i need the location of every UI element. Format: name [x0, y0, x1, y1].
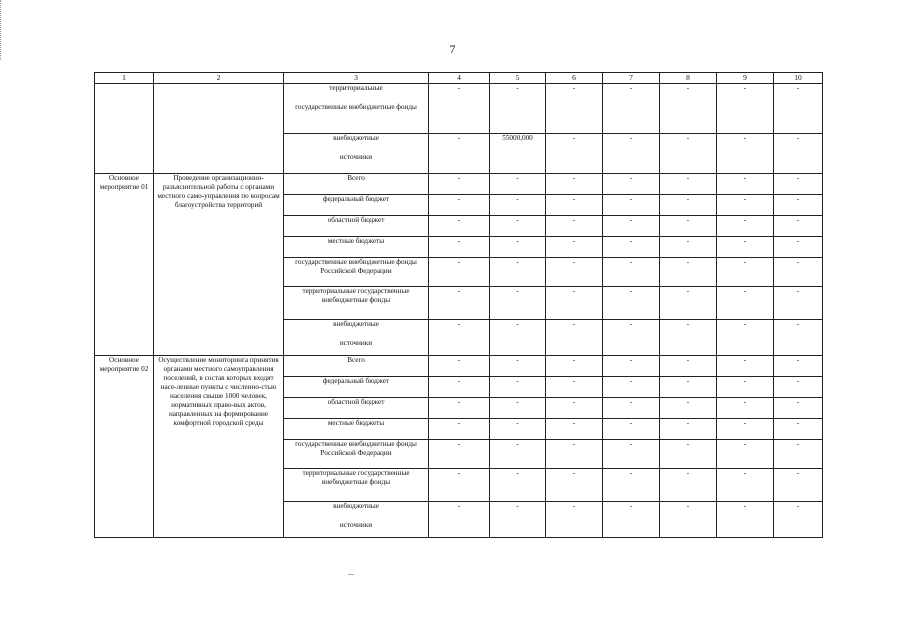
- value-cell: -: [490, 419, 546, 440]
- page-number: 7: [449, 42, 456, 56]
- value-cell: -: [429, 440, 490, 469]
- value-cell: -: [774, 287, 823, 320]
- value-cell: -: [660, 216, 717, 237]
- funding-source: [284, 195, 429, 216]
- value-cell: -: [660, 287, 717, 320]
- value-cell: -: [490, 502, 546, 538]
- value-cell: -: [774, 84, 823, 134]
- value-cell: -: [546, 419, 603, 440]
- funding-source-line1: государственные внебюджетные фонды Российской Федерации: [295, 440, 417, 457]
- value-cell: -: [603, 377, 660, 398]
- value-cell: -: [660, 502, 717, 538]
- value-cell: -: [429, 134, 490, 174]
- scan-mark: [348, 574, 354, 575]
- value-cell: -: [429, 216, 490, 237]
- funding-source: [284, 469, 429, 502]
- value-cell: -: [774, 356, 823, 377]
- value-cell: -: [603, 237, 660, 258]
- value-cell: -: [603, 174, 660, 195]
- table-row: [95, 174, 823, 195]
- value-cell: -: [774, 502, 823, 538]
- funding-source: [284, 237, 429, 258]
- column-header: 2: [154, 73, 284, 84]
- value-cell: -: [490, 174, 546, 195]
- value-cell: -: [660, 258, 717, 287]
- value-cell: -: [429, 195, 490, 216]
- value-cell: -: [774, 174, 823, 195]
- funding-source: [284, 134, 429, 174]
- funding-source-line1: территориальные государственные внебюджетные фонды: [302, 469, 410, 486]
- value-cell: -: [774, 419, 823, 440]
- funding-source-line2: государственные внебюджетные фонды: [295, 103, 417, 111]
- value-cell: -: [603, 440, 660, 469]
- value-cell: -: [717, 377, 774, 398]
- column-header: 6: [546, 73, 603, 84]
- value-cell: -: [717, 469, 774, 502]
- funding-source: [284, 440, 429, 469]
- value-cell: -: [603, 419, 660, 440]
- funding-source: [284, 377, 429, 398]
- funding-source-line1: территориальные государственные внебюджетные фонды: [302, 287, 410, 304]
- value-cell: -: [717, 258, 774, 287]
- value-cell: -: [546, 258, 603, 287]
- value-cell: -: [774, 440, 823, 469]
- value-cell: -: [429, 377, 490, 398]
- column-header: 1: [95, 73, 154, 84]
- value-cell: -: [429, 502, 490, 538]
- column-header: 7: [603, 73, 660, 84]
- value-cell: -: [546, 320, 603, 356]
- value-cell: -: [717, 398, 774, 419]
- value-cell: -: [490, 469, 546, 502]
- value-cell: -: [774, 237, 823, 258]
- funding-source-line1: внебюджетные: [333, 134, 379, 142]
- value-cell: -: [717, 320, 774, 356]
- measure-description: Проведение организационно-разъяснительной работы с органами местного само-управления по вопросам благоустройства территорий: [154, 174, 284, 356]
- value-cell: -: [660, 398, 717, 419]
- header-row: [95, 73, 823, 84]
- value-cell: -: [717, 440, 774, 469]
- funding-source: [284, 356, 429, 377]
- value-cell: -: [660, 84, 717, 134]
- value-cell: -: [660, 440, 717, 469]
- funding-source-line1: местные бюджеты: [327, 237, 385, 245]
- value-cell: -: [546, 195, 603, 216]
- measure-name: [95, 84, 154, 174]
- value-cell: -: [490, 320, 546, 356]
- value-cell: 55000,000: [490, 134, 546, 174]
- value-cell: -: [429, 258, 490, 287]
- value-cell: -: [660, 377, 717, 398]
- value-cell: -: [490, 84, 546, 134]
- value-cell: -: [546, 440, 603, 469]
- value-cell: -: [717, 237, 774, 258]
- value-cell: -: [774, 258, 823, 287]
- value-cell: -: [660, 419, 717, 440]
- value-cell: -: [546, 174, 603, 195]
- column-header: 8: [660, 73, 717, 84]
- value-cell: -: [774, 216, 823, 237]
- value-cell: -: [774, 469, 823, 502]
- value-cell: -: [429, 320, 490, 356]
- value-cell: -: [717, 84, 774, 134]
- value-cell: -: [490, 377, 546, 398]
- value-cell: -: [774, 134, 823, 174]
- funding-source-line1: внебюджетные: [333, 320, 379, 328]
- budget-table: [94, 72, 823, 538]
- value-cell: -: [717, 419, 774, 440]
- funding-source: [284, 502, 429, 538]
- column-header: 5: [490, 73, 546, 84]
- value-cell: -: [660, 469, 717, 502]
- funding-source-line1: Всего: [347, 356, 365, 364]
- value-cell: -: [546, 216, 603, 237]
- value-cell: -: [603, 356, 660, 377]
- value-cell: -: [660, 195, 717, 216]
- value-cell: -: [546, 469, 603, 502]
- funding-source: [284, 174, 429, 195]
- value-cell: -: [490, 440, 546, 469]
- table-body: [95, 84, 823, 538]
- value-cell: -: [717, 287, 774, 320]
- value-cell: -: [490, 287, 546, 320]
- value-cell: -: [603, 287, 660, 320]
- table-row: [95, 356, 823, 377]
- value-cell: -: [717, 216, 774, 237]
- value-cell: -: [603, 134, 660, 174]
- value-cell: -: [490, 398, 546, 419]
- value-cell: -: [429, 419, 490, 440]
- funding-source-line1: федеральный бюджет: [322, 377, 390, 385]
- value-cell: -: [546, 356, 603, 377]
- value-cell: -: [717, 174, 774, 195]
- value-cell: -: [717, 134, 774, 174]
- value-cell: -: [603, 84, 660, 134]
- column-header: 9: [717, 73, 774, 84]
- column-header: 4: [429, 73, 490, 84]
- funding-source-line2: источники: [339, 153, 373, 161]
- value-cell: -: [717, 356, 774, 377]
- value-cell: -: [429, 469, 490, 502]
- column-header: 10: [774, 73, 823, 84]
- measure-description: [154, 84, 284, 174]
- funding-source: [284, 419, 429, 440]
- value-cell: -: [490, 237, 546, 258]
- funding-source: [284, 398, 429, 419]
- funding-source: [284, 84, 429, 134]
- funding-source-line2: источники: [339, 521, 373, 529]
- funding-source-line1: Всего: [347, 174, 365, 182]
- value-cell: -: [774, 320, 823, 356]
- value-cell: -: [603, 398, 660, 419]
- value-cell: -: [660, 174, 717, 195]
- funding-source: [284, 320, 429, 356]
- value-cell: -: [717, 195, 774, 216]
- value-cell: -: [603, 216, 660, 237]
- funding-source: [284, 216, 429, 237]
- value-cell: -: [546, 287, 603, 320]
- funding-source-line1: федеральный бюджет: [322, 195, 390, 203]
- column-header: 3: [284, 73, 429, 84]
- value-cell: -: [774, 195, 823, 216]
- value-cell: -: [429, 237, 490, 258]
- funding-source-line1: государственные внебюджетные фонды Российской Федерации: [295, 258, 417, 275]
- value-cell: -: [603, 469, 660, 502]
- funding-source-line1: территориальные: [329, 84, 383, 92]
- measure-description: Осуществление мониторинга принятия органами местного самоуправления поселений, в состав которых входят насе-ленные пункты с численно-стью населения свыше 1000 человек, нормативных право-вых актов, направленных на формирование комфортной городской среды: [154, 356, 284, 538]
- value-cell: -: [490, 195, 546, 216]
- value-cell: -: [603, 258, 660, 287]
- funding-source-line1: местные бюджеты: [327, 419, 385, 427]
- value-cell: -: [603, 502, 660, 538]
- value-cell: -: [774, 377, 823, 398]
- value-cell: -: [546, 134, 603, 174]
- table-row: [95, 84, 823, 134]
- value-cell: -: [660, 237, 717, 258]
- funding-source-line2: источники: [339, 339, 373, 347]
- value-cell: -: [490, 216, 546, 237]
- funding-source-line1: областной бюджет: [327, 216, 385, 224]
- value-cell: -: [660, 320, 717, 356]
- value-cell: -: [546, 502, 603, 538]
- value-cell: -: [774, 398, 823, 419]
- measure-name: Основное мероприятие 01: [95, 174, 154, 356]
- value-cell: -: [660, 356, 717, 377]
- value-cell: -: [429, 356, 490, 377]
- value-cell: -: [546, 377, 603, 398]
- value-cell: -: [546, 84, 603, 134]
- value-cell: -: [429, 287, 490, 320]
- value-cell: -: [546, 237, 603, 258]
- value-cell: -: [490, 356, 546, 377]
- funding-source-line1: внебюджетные: [333, 502, 379, 510]
- funding-source: [284, 287, 429, 320]
- value-cell: -: [717, 502, 774, 538]
- funding-source: [284, 258, 429, 287]
- value-cell: -: [429, 84, 490, 134]
- value-cell: -: [490, 258, 546, 287]
- value-cell: -: [603, 320, 660, 356]
- value-cell: -: [603, 195, 660, 216]
- value-cell: -: [660, 134, 717, 174]
- value-cell: -: [546, 398, 603, 419]
- value-cell: -: [429, 174, 490, 195]
- funding-source-line1: областной бюджет: [327, 398, 385, 406]
- value-cell: -: [429, 398, 490, 419]
- measure-name: Основное мероприятие 02: [95, 356, 154, 538]
